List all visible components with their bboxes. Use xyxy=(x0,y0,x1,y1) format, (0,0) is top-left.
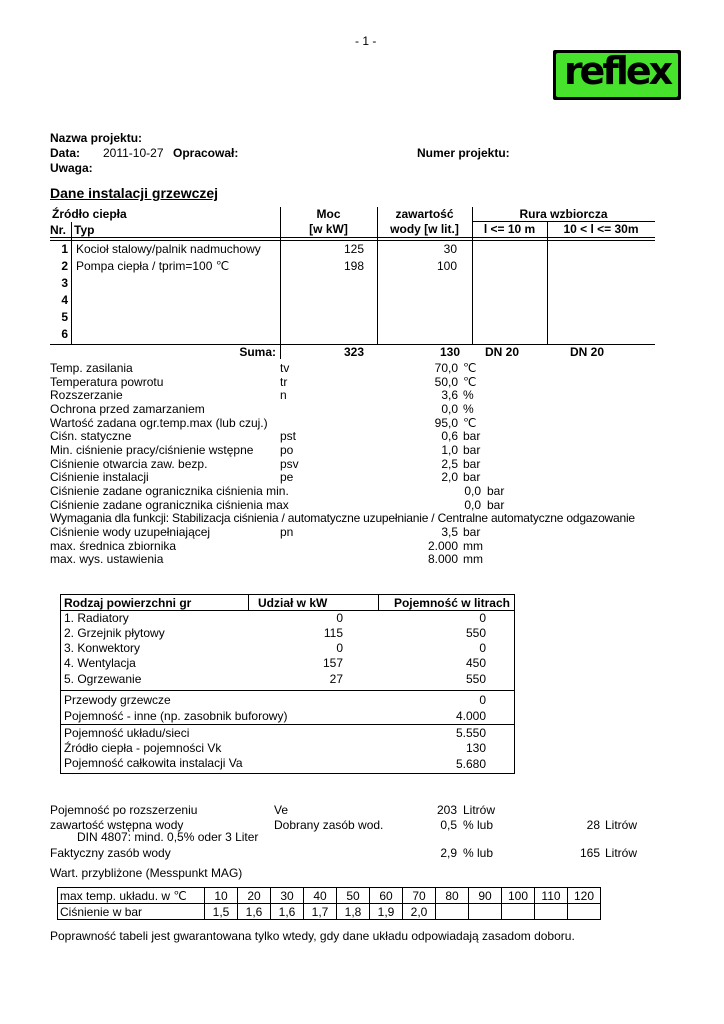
param-unit: bar xyxy=(463,443,481,457)
surface-row-name: 2. Grzejnik płytowy xyxy=(64,626,165,640)
param-label: Ciśnienie zadane ogranicznika ciśnienia max xyxy=(50,498,289,512)
requirements-text: Wymagania dla funkcji: Stabilizacja ciśnienia / automatyczne uzupełnianie / Centralne automatyczne odgazowanie xyxy=(50,511,635,525)
ve-unit: Litrów xyxy=(463,803,496,817)
surfaces-col-volume: Pojemność w litrach xyxy=(393,596,510,610)
actual-unit: % lub xyxy=(463,846,494,860)
sum-pipe1: DN 20 xyxy=(485,345,520,359)
project-number-label: Numer projektu: xyxy=(417,146,510,160)
param-label: Ciśnienie instalacji xyxy=(50,470,149,484)
approx-temp-cell: 60 xyxy=(370,888,403,904)
param-unit: bar xyxy=(463,457,481,471)
ve-label: Pojemność po rozszerzeniu xyxy=(50,803,198,817)
actual-value: 2,9 xyxy=(440,846,457,860)
param-value: 95,0 xyxy=(434,416,458,430)
pre-litres: 28 xyxy=(586,818,600,832)
param-unit: ℃ xyxy=(463,416,477,430)
param-value: 3,6 xyxy=(441,388,458,402)
col-divider xyxy=(377,207,378,344)
param-symbol: psv xyxy=(280,457,299,471)
col-nr-header: Nr. xyxy=(50,223,67,237)
approx-pressure-cell xyxy=(436,904,469,920)
pre-unit: % lub xyxy=(463,818,494,832)
reflex-logo xyxy=(553,50,681,100)
param-label: Ciśn. statyczne xyxy=(50,429,132,443)
param-value: 50,0 xyxy=(434,375,458,389)
surface-row-name: 3. Konwektory xyxy=(64,641,141,655)
ve-symbol: Ve xyxy=(274,803,289,817)
param-unit: mm xyxy=(463,552,483,566)
other-volume-label: Pojemność - inne (np. zasobnik buforowy) xyxy=(64,709,288,723)
source-row-nr: 4 xyxy=(61,293,68,307)
pre-value: 0,5 xyxy=(440,818,457,832)
approx-pressure-cell xyxy=(502,904,535,920)
param-value: 1,0 xyxy=(441,443,458,457)
param-value: 0,0 xyxy=(464,498,481,512)
param-unit: % xyxy=(463,388,474,402)
surface-row-name: 4. Wentylacja xyxy=(64,656,136,670)
section-title: Dane instalacji grzewczej xyxy=(50,185,219,201)
param-symbol: tr xyxy=(280,375,288,389)
param-symbol: po xyxy=(280,443,294,457)
param-label: Rozszerzanie xyxy=(50,388,123,402)
pre-symbol: Dobrany zasób wod. xyxy=(274,818,384,832)
param-label: max. wys. ustawienia xyxy=(50,552,164,566)
surface-row-volume: 450 xyxy=(465,656,486,670)
param-unit: ℃ xyxy=(463,375,477,389)
approx-temp-cell: 30 xyxy=(271,888,304,904)
surface-row-volume: 550 xyxy=(465,672,486,686)
prepared-label: Opracował: xyxy=(173,146,239,160)
approx-pressure-cell: 1,8 xyxy=(337,904,370,920)
approx-pressure-cell xyxy=(568,904,601,920)
surface-row-name: 1. Radiatory xyxy=(64,611,129,625)
col-power-unit: [w kW] xyxy=(309,222,348,236)
col-power-header: Moc xyxy=(316,207,341,221)
surface-row-volume: 0 xyxy=(479,611,486,625)
pipes-label: Przewody grzewcze xyxy=(64,693,171,707)
param-label: Ciśnienie zadane ogranicznika ciśnienia min. xyxy=(50,484,289,498)
col-divider xyxy=(280,207,281,359)
note-label: Uwaga: xyxy=(50,161,93,175)
surface-row-share: 27 xyxy=(329,672,343,686)
date-label: Data: xyxy=(50,146,81,160)
param-label: max. średnica zbiornika xyxy=(50,539,177,553)
approx-temp-cell: 110 xyxy=(535,888,568,904)
col-divider xyxy=(71,222,72,344)
param-value: 0,0 xyxy=(464,484,481,498)
surface-row-share: 115 xyxy=(323,626,343,640)
source-volume-value: 130 xyxy=(465,741,486,755)
approx-pressure-cell: 1,6 xyxy=(238,904,271,920)
surfaces-col-share: Udział w kW xyxy=(258,596,328,610)
approx-temp-cell: 10 xyxy=(205,888,238,904)
param-unit: bar xyxy=(463,525,481,539)
pipe-header-rule xyxy=(472,221,655,222)
surface-row-share: 157 xyxy=(322,656,343,670)
col-source-header: Źródło ciepła xyxy=(52,207,127,221)
param-value: 0,0 xyxy=(441,402,458,416)
system-volume-value: 5.550 xyxy=(455,726,486,740)
approx-temp-cell: 100 xyxy=(502,888,535,904)
total-volume-value: 5.680 xyxy=(455,757,486,771)
col-divider xyxy=(248,595,249,610)
approx-temp-cell: 70 xyxy=(403,888,436,904)
approx-row2-label: Ciśnienie w bar xyxy=(58,904,205,920)
col-divider xyxy=(472,207,473,344)
col-pipe-header: Rura wzbiorcza xyxy=(519,207,608,221)
param-unit: mm xyxy=(463,539,483,553)
approx-temp-cell: 20 xyxy=(238,888,271,904)
approx-pressure-cell: 1,7 xyxy=(304,904,337,920)
source-row-nr: 6 xyxy=(61,327,68,341)
param-label: Min. ciśnienie pracy/ciśnienie wstępne xyxy=(50,443,254,457)
param-symbol: pst xyxy=(280,429,297,443)
param-value: 2,0 xyxy=(441,470,458,484)
approx-row1-label: max temp. układu. w ℃ xyxy=(58,888,205,904)
param-symbol: tv xyxy=(280,361,290,375)
approx-pressure-cell xyxy=(535,904,568,920)
source-row-type: Pompa ciepła / tprim=100 ℃ xyxy=(76,259,230,273)
source-row-content: 30 xyxy=(443,242,457,256)
ve-value: 203 xyxy=(436,803,457,817)
col-content-header: zawartość xyxy=(395,207,454,221)
surface-row-volume: 0 xyxy=(479,641,486,655)
param-symbol: pn xyxy=(280,525,294,539)
surface-row-name: 5. Ogrzewanie xyxy=(64,672,142,686)
source-row-nr: 1 xyxy=(61,242,68,256)
param-label: Wartość zadana ogr.temp.max (lub czuj.) xyxy=(50,416,268,430)
page-number: - 1 - xyxy=(355,34,377,48)
surfaces-group-rule xyxy=(60,724,514,725)
pre-label: zawartość wstępna wody xyxy=(50,818,184,832)
col-pipe1-header: l <= 10 m xyxy=(483,222,536,236)
project-name-label: Nazwa projektu: xyxy=(50,131,143,145)
approx-temp-cell: 80 xyxy=(436,888,469,904)
source-row-nr: 3 xyxy=(61,276,68,290)
approx-temp-cell: 120 xyxy=(568,888,601,904)
approx-pressure-cell: 1,9 xyxy=(370,904,403,920)
param-unit: ℃ xyxy=(463,361,477,375)
pipes-value: 0 xyxy=(479,693,486,707)
source-row-content: 100 xyxy=(436,259,457,273)
source-row-power: 125 xyxy=(343,242,364,256)
param-label: Temperatura powrotu xyxy=(50,375,164,389)
col-type-header: Typ xyxy=(74,223,95,237)
param-value: 2,5 xyxy=(441,457,458,471)
param-value: 8.000 xyxy=(427,552,458,566)
surface-row-share: 0 xyxy=(336,641,343,655)
approx-pressure-cell: 1,6 xyxy=(271,904,304,920)
surfaces-col-type: Rodzaj powierzchni gr xyxy=(64,596,192,610)
system-volume-label: Pojemność układu/sieci xyxy=(64,726,190,740)
source-row-nr: 5 xyxy=(61,310,68,324)
header-rule xyxy=(50,237,655,238)
approx-temp-cell: 90 xyxy=(469,888,502,904)
logo-text: reflex xyxy=(563,49,671,93)
param-label: Ciśnienie otwarcia zaw. bezp. xyxy=(50,457,208,471)
approx-pressure-cell: 1,5 xyxy=(205,904,238,920)
param-value: 0,6 xyxy=(441,429,458,443)
param-unit: bar xyxy=(463,429,481,443)
param-symbol: pe xyxy=(280,470,294,484)
source-row-nr: 2 xyxy=(61,259,68,273)
col-divider xyxy=(547,222,548,344)
header-rule-double xyxy=(50,240,655,241)
total-volume-label: Pojemność całkowita instalacji Va xyxy=(64,756,243,770)
date-value: 2011-10-27 xyxy=(103,146,164,160)
param-unit: % xyxy=(463,402,474,416)
approx-table xyxy=(57,887,601,920)
approx-temp-cell: 50 xyxy=(337,888,370,904)
param-unit: bar xyxy=(487,498,505,512)
sum-power: 323 xyxy=(343,345,364,359)
param-unit: bar xyxy=(463,470,481,484)
other-volume-value: 4.000 xyxy=(455,709,486,723)
source-row-power: 198 xyxy=(343,259,364,273)
approx-pressure-cell: 2,0 xyxy=(403,904,436,920)
col-pipe2-header: 10 < l <= 30m xyxy=(563,222,639,236)
actual-litres: 165 xyxy=(579,846,600,860)
surfaces-group-rule xyxy=(60,690,514,691)
approx-temp-cell: 40 xyxy=(304,888,337,904)
col-divider xyxy=(378,595,379,610)
approx-pressure-cell xyxy=(469,904,502,920)
param-label: Ciśnienie wody uzupełniającej xyxy=(50,525,211,539)
source-volume-label: Źródło ciepła - pojemności Vk xyxy=(64,741,222,755)
approx-title: Wart. przybliżone (Messpunkt MAG) xyxy=(50,866,243,880)
source-row-type: Kocioł stalowy/palnik nadmuchowy xyxy=(76,242,261,256)
param-label: Ochrona przed zamarzaniem xyxy=(50,402,205,416)
actual-litres-unit: Litrów xyxy=(605,846,638,860)
pre-litres-unit: Litrów xyxy=(605,818,638,832)
sum-content: 130 xyxy=(439,345,460,359)
param-unit: bar xyxy=(487,484,505,498)
param-symbol: n xyxy=(280,388,287,402)
col-content-unit: wody [w lit.] xyxy=(390,222,459,236)
footer-note: Poprawność tabeli jest gwarantowana tylko wtedy, gdy dane układu odpowiadają zasadom doboru. xyxy=(50,929,575,943)
din-note: DIN 4807: mind. 0,5% oder 3 Liter xyxy=(77,830,259,844)
param-value: 3,5 xyxy=(441,525,458,539)
sum-label: Suma: xyxy=(239,345,276,359)
param-value: 2.000 xyxy=(427,539,458,553)
actual-label: Faktyczny zasób wody xyxy=(50,846,171,860)
sum-pipe2: DN 20 xyxy=(570,345,605,359)
param-value: 70,0 xyxy=(434,361,458,375)
surface-row-volume: 550 xyxy=(465,626,486,640)
param-label: Temp. zasilania xyxy=(50,361,133,375)
surface-row-share: 0 xyxy=(336,611,343,625)
